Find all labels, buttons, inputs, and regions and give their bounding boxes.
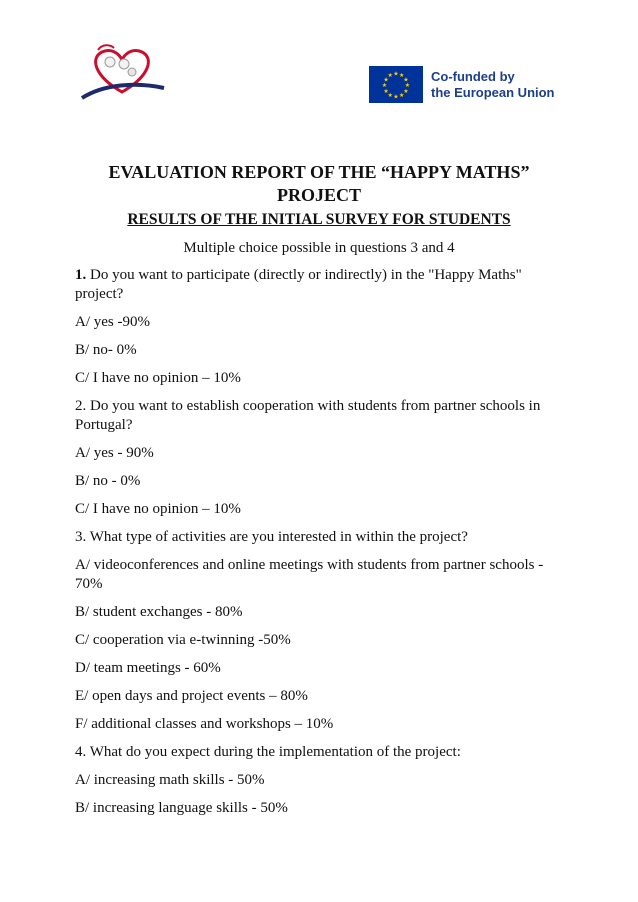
question-1-text: Do you want to participate (directly or indirectly) in the "Happy Maths" project? [75,267,522,302]
survey-content [75,266,555,827]
eu-star-icon: ★ [393,71,399,78]
eu-line-2: the European Union [431,84,555,100]
eu-star-icon: ★ [399,73,405,80]
eu-flag-icon [369,66,423,103]
eu-cofunded-badge [369,66,555,103]
answer-2c: C/ I have no opinion – 10% [75,501,241,517]
survey-note: Multiple choice possible in questions 3 and 4 [183,240,455,256]
eu-star-icon: ★ [383,88,389,95]
eu-line-1: Co-funded by [431,68,515,84]
eu-star-icon: ★ [404,83,411,89]
question-3: 3. What type of activities are you interested in within the project? [75,529,468,545]
answer-3f: F/ additional classes and workshops – 10% [75,716,334,732]
answer-1b: B/ no- 0% [75,342,137,358]
eu-star-icon: ★ [383,77,389,84]
answer-1a: A/ yes -90% [75,314,150,330]
answer-1c: C/ I have no opinion – 10% [75,370,241,386]
question-1-number: 1. [75,267,87,283]
answer-3d: D/ team meetings - 60% [75,660,221,676]
answer-3c: C/ cooperation via e-twinning -50% [75,632,291,648]
answer-2a: A/ yes - 90% [75,445,154,461]
answer-4b: B/ increasing language skills - 50% [75,800,288,816]
answer-3e: E/ open days and project events – 80% [75,688,308,704]
eu-cofunded-text [431,69,555,101]
answer-2b: B/ no - 0% [75,473,141,489]
eu-star-icon: ★ [387,73,393,80]
eu-star-icon: ★ [399,92,405,99]
eu-star-icon: ★ [387,92,393,99]
report-subtitle: RESULTS OF THE INITIAL SURVEY FOR STUDENTS [127,211,511,228]
happy-maths-logo [74,40,170,102]
question-2: 2. Do you want to establish cooperation with students from partner schools in Portugal? [75,398,541,433]
eu-star-icon: ★ [403,88,409,95]
question-1 [75,266,555,304]
eu-star-icon: ★ [381,83,388,89]
eu-star-icon: ★ [393,94,399,101]
answer-4a: A/ increasing math skills - 50% [75,772,265,788]
report-title: EVALUATION REPORT OF THE “HAPPY MATHS” PROJECT [108,162,530,205]
answer-3b: B/ student exchanges - 80% [75,604,243,620]
question-4: 4. What do you expect during the implementation of the project: [75,744,461,760]
answer-3a: A/ videoconferences and online meetings with students from partner schools - 70% [75,557,544,592]
eu-star-icon: ★ [403,77,409,84]
